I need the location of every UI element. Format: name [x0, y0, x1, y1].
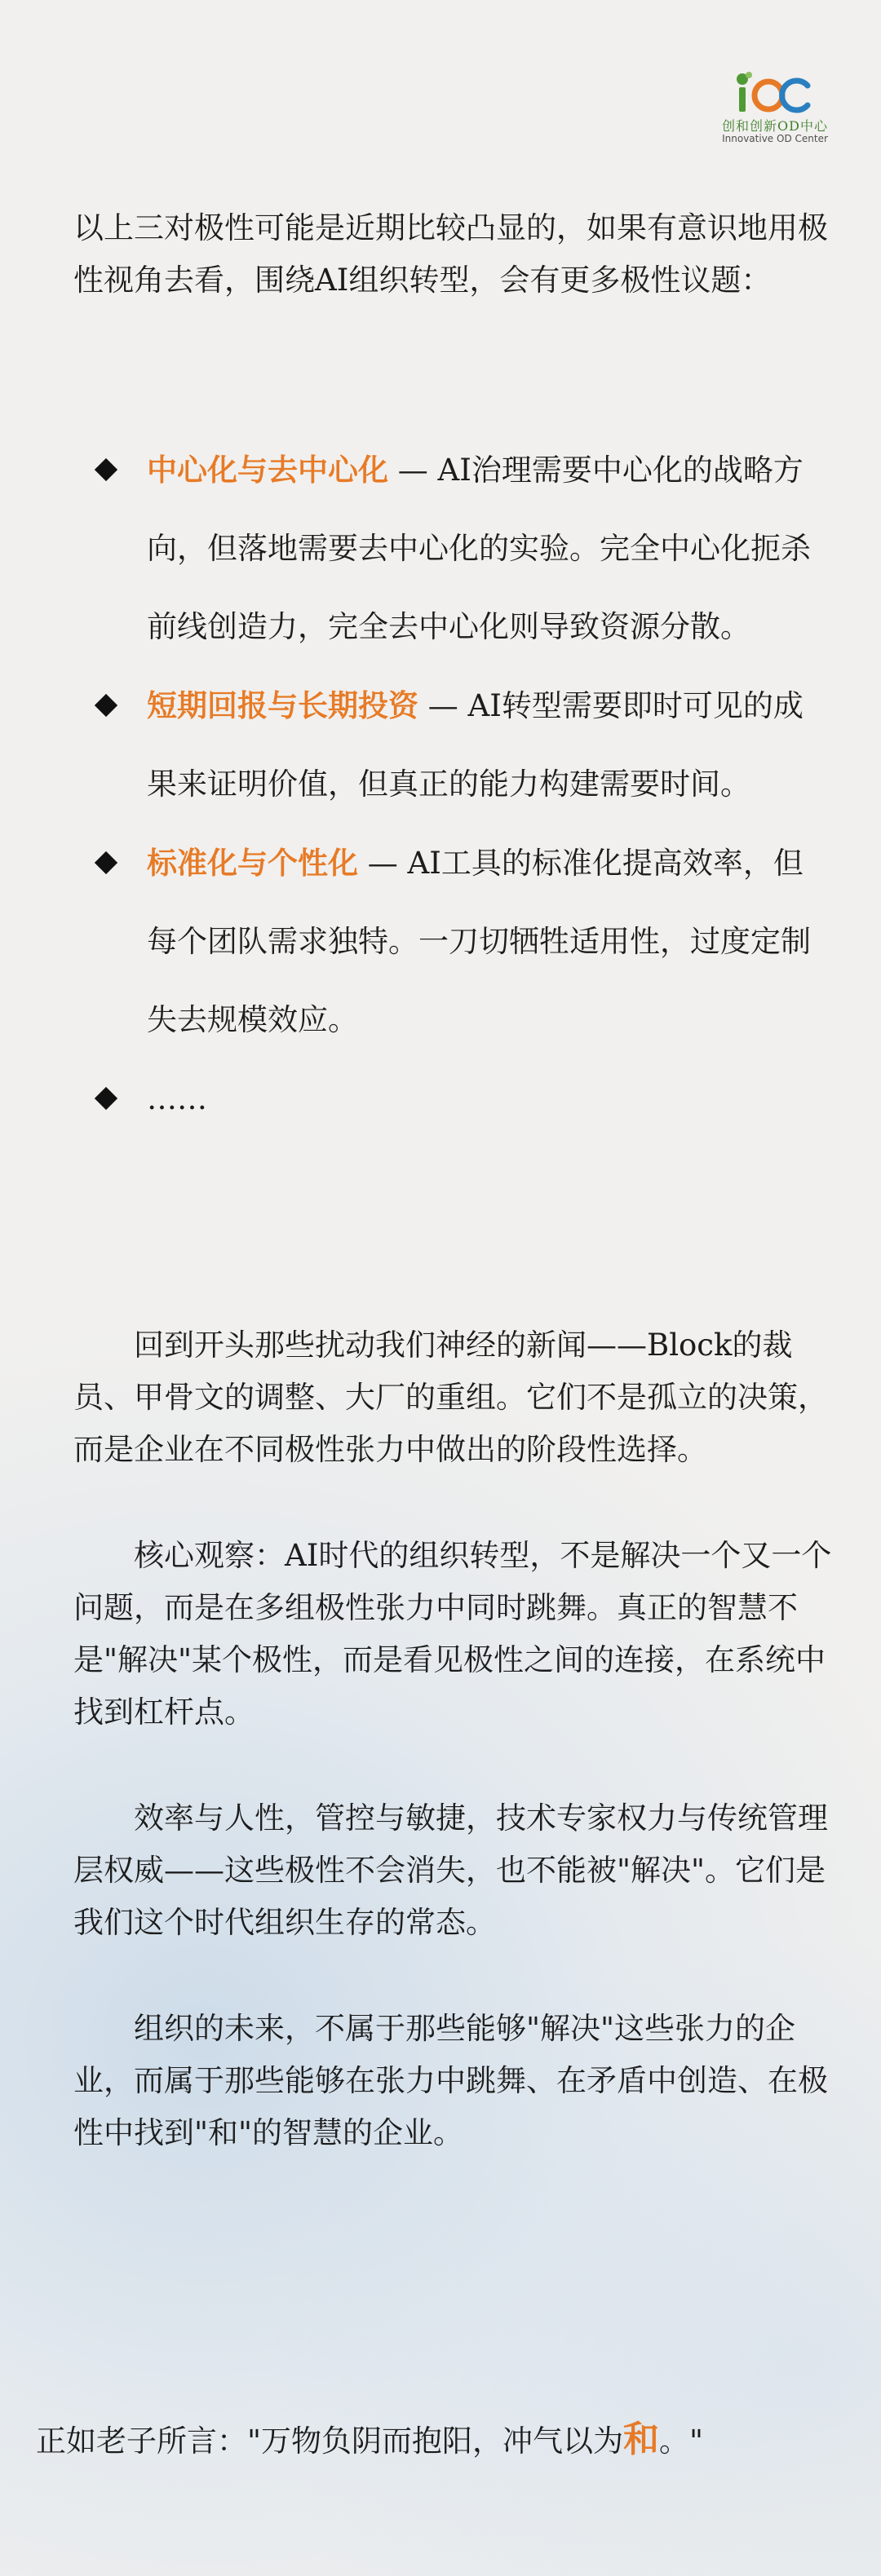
ioc-logo-icon: [733, 69, 814, 117]
intro-paragraph: 以上三对极性可能是近期比较凸显的，如果有意识地用极性视角去看，围绕AI组织转型，会有更多极性议题：: [73, 210, 828, 298]
bullet-term: 中心化与去中心化: [147, 452, 388, 488]
diamond-bullet-icon: [90, 431, 122, 509]
paragraph: 回到开头那些扰动我们神经的新闻——Block的裁员、甲骨文的调整、大厂的重组。它们不是孤立的决策，而是企业在不同极性张力中做出的阶段性选择。: [73, 1328, 828, 1467]
diamond-bullet-icon: [90, 824, 122, 902]
closing-quote: [36, 2414, 860, 2468]
quote-text-after: 。": [659, 2424, 704, 2459]
diamond-bullet-icon: [90, 1059, 122, 1138]
bullet-text: — AI转型需要即时可见的成果来证明价值，但真正的能力构建需要时间。: [147, 688, 804, 802]
bullet-text: — AI工具的标准化提高效率，但每个团队需求独特。一刀切牺牲适用性，过度定制失去规模效应。: [147, 846, 811, 1037]
logo-en-name: Innovative OD Center: [722, 133, 828, 144]
polarity-list: [90, 431, 824, 1138]
logo: [718, 69, 832, 151]
diamond-bullet-icon: [90, 666, 122, 745]
bullet-term: 短期回报与长期投资: [147, 687, 418, 723]
body-text: [73, 1319, 832, 2213]
list-item: [90, 666, 824, 824]
paragraph: 效率与人性，管控与敏捷，技术专家权力与传统管理层权威——这些极性不会消失，也不能被"解决"。它们是我们这个时代组织生存的常态。: [73, 1801, 828, 1940]
bullet-term: 标准化与个性化: [147, 845, 358, 881]
paragraph: 核心观察：AI时代的组织转型，不是解决一个又一个问题，而是在多组极性张力中同时跳舞。真正的智慧不是"解决"某个极性，而是看见极性之间的连接，在系统中找到杠杆点。: [73, 1538, 832, 1730]
paragraph: 组织的未来，不属于那些能够"解决"这些张力的企业，而属于那些能够在张力中跳舞、在矛盾中创造、在极性中找到"和"的智慧的企业。: [73, 2011, 828, 2150]
logo-cn-name: 创和创新OD中心: [722, 118, 828, 134]
list-item: [90, 431, 824, 666]
list-item: [90, 824, 824, 1059]
bullet-text: — AI治理需要中心化的战略方向，但落地需要去中心化的实验。完全中心化扼杀前线创造力，完全去中心化则导致资源分散。: [147, 453, 811, 644]
quote-text-before: 正如老子所言："万物负阴而抱阳，冲气以为: [36, 2424, 624, 2459]
list-item: [90, 1059, 824, 1138]
quote-highlight: 和: [623, 2419, 660, 2460]
bullet-text: ……: [147, 1081, 207, 1116]
